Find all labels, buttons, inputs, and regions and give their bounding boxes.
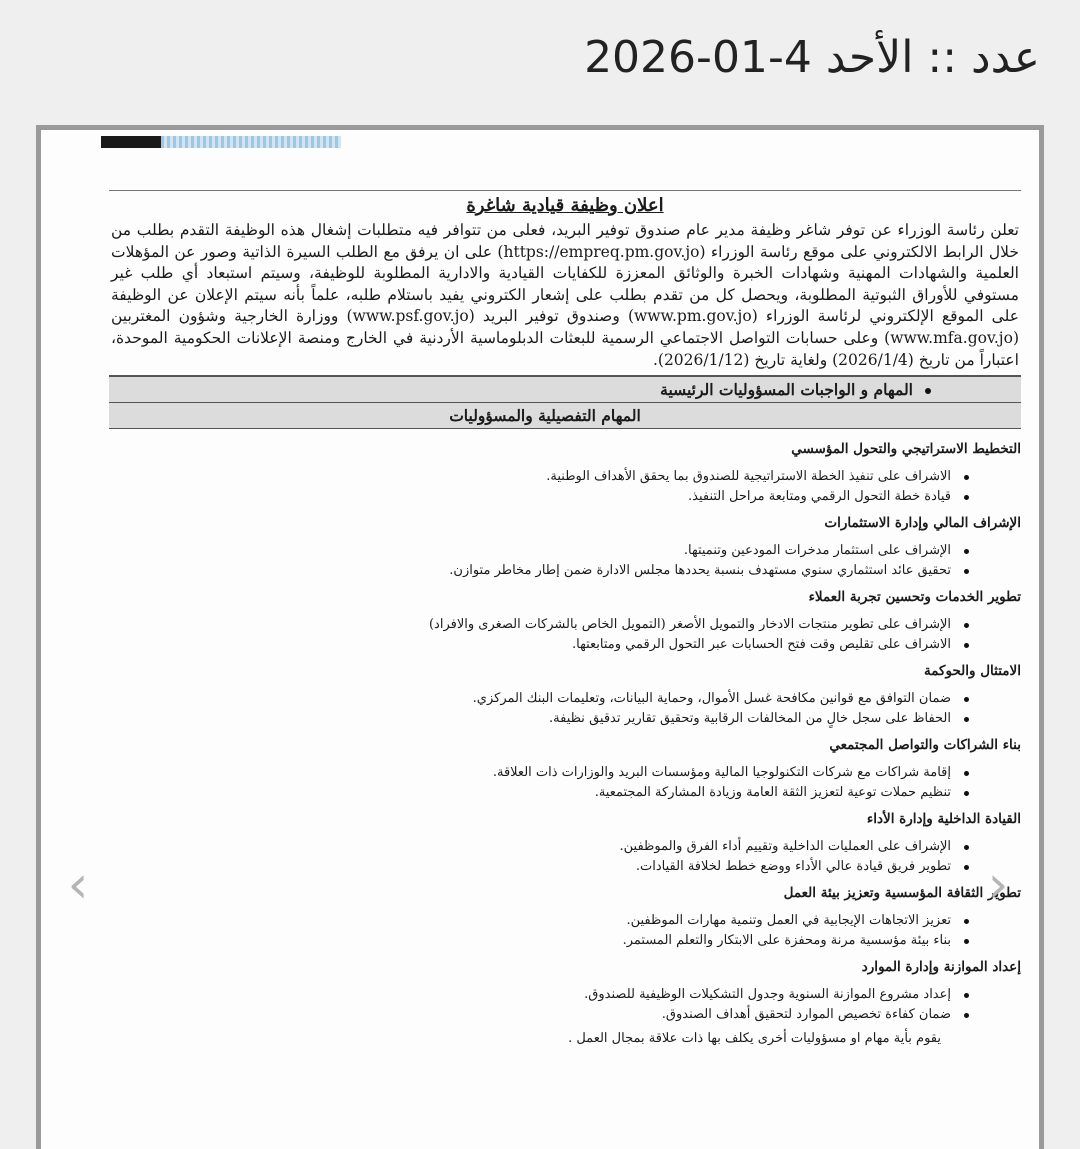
section-items bbox=[109, 985, 1021, 1025]
main-duties-heading: المهام و الواجبات المسؤوليات الرئيسية bbox=[109, 376, 1021, 403]
section-items bbox=[109, 837, 1021, 877]
duty-section bbox=[109, 441, 1021, 507]
list-item: تعزيز الاتجاهات الإيجابية في العمل وتنمية مهارات الموظفين. bbox=[109, 911, 951, 931]
duty-section bbox=[109, 515, 1021, 581]
section-heading: تطوير الثقافة المؤسسية وتعزيز بيئة العمل bbox=[783, 885, 1021, 902]
page-top-strip bbox=[161, 136, 341, 148]
section-items bbox=[109, 467, 1021, 507]
duty-section bbox=[109, 589, 1021, 655]
announcement-intro: تعلن رئاسة الوزراء عن توفر شاغر وظيفة مدير عام صندوق توفير البريد، فعلى من تتوافر فيه متطلبات إشغال هذه الوظيفة التقدم بطلب من خلال الرابط الالكتروني على موقع رئاسة الوزراء (https://empreq.pm.gov.jo) على ان يرفق مع الطلب السيرة الذاتية وصور عن المؤهلات العلمية والشهادات المهنية وشهادات الخبرة والوثائق المعززة للكفايات القيادية والادارية المطلوبة للوظيفة، وسيتم استبعاد أي طلب غير مستوفي للأوراق الثبوتية المطلوبة، ويحصل كل من تقدم بطلب على إشعار الكتروني يفيد باستلام طلبه، علماً بأنه سيتم الإعلان عن الوظيفة على الموقع الإلكتروني لرئاسة الوزراء (www.pm.gov.jo) وصندوق توفير البريد (www.psf.gov.jo) ووزارة الخارجية وشؤون المغتربين (www.mfa.gov.jo) وعلى حسابات التواصل الاجتماعي الرسمية للبعثات الدبلوماسية الأردنية في الخارج ومنصة الإعلانات الحكومية الموحدة، اعتباراً من تاريخ (2026/1/4) ولغاية تاريخ (2026/1/12). bbox=[109, 220, 1021, 376]
announcement-title: اعلان وظيفة قيادية شاغرة bbox=[109, 190, 1021, 220]
detailed-duties-heading: المهام التفصيلية والمسؤوليات bbox=[109, 403, 1021, 429]
section-heading: إعداد الموازنة وإدارة الموارد bbox=[861, 959, 1021, 976]
section-heading: القيادة الداخلية وإدارة الأداء bbox=[866, 811, 1021, 828]
closing-note: يقوم بأية مهام او مسؤوليات أخرى يكلف بها ذات علاقة بمجال العمل . bbox=[568, 1031, 941, 1047]
section-items bbox=[109, 615, 1021, 655]
prev-page-arrow-icon[interactable]: ‹ bbox=[67, 855, 89, 915]
section-heading: الامتثال والحوكمة bbox=[924, 663, 1021, 680]
list-item: إعداد مشروع الموازنة السنوية وجدول التشكيلات الوظيفية للصندوق. bbox=[109, 985, 951, 1005]
list-item: الإشراف على العمليات الداخلية وتقييم أداء الفرق والموظفين. bbox=[109, 837, 951, 857]
list-item: الحفاظ على سجل خالٍ من المخالفات الرقابية وتحقيق تقارير تدقيق نظيفة. bbox=[109, 709, 951, 729]
section-items bbox=[109, 689, 1021, 729]
section-items bbox=[109, 541, 1021, 581]
section-heading: التخطيط الاستراتيجي والتحول المؤسسي bbox=[791, 441, 1021, 458]
list-item: ضمان التوافق مع قوانين مكافحة غسل الأموال، وحماية البيانات، وتعليمات البنك المركزي. bbox=[109, 689, 951, 709]
list-item: قيادة خطة التحول الرقمي ومتابعة مراحل التنفيذ. bbox=[109, 487, 951, 507]
issue-date-label: عدد :: الأحد 4-01-2026 bbox=[584, 32, 1040, 83]
section-heading: تطوير الخدمات وتحسين تجربة العملاء bbox=[808, 589, 1021, 606]
bullet-icon bbox=[925, 388, 931, 394]
newspaper-page bbox=[41, 130, 1039, 1149]
list-item: تحقيق عائد استثماري سنوي مستهدف بنسبة يحددها مجلس الادارة ضمن إطار مخاطر متوازن. bbox=[109, 561, 951, 581]
next-page-arrow-icon[interactable]: › bbox=[987, 855, 1009, 915]
list-item: الإشراف على تطوير منتجات الادخار والتمويل الأصغر (التمويل الخاص بالشركات الصغرى والافراد) bbox=[109, 615, 951, 635]
list-item: الإشراف على استثمار مدخرات المودعين وتنميتها. bbox=[109, 541, 951, 561]
duty-section bbox=[109, 737, 1021, 803]
list-item: ضمان كفاءة تخصيص الموارد لتحقيق أهداف الصندوق. bbox=[109, 1005, 951, 1025]
page-top-bar bbox=[101, 136, 161, 148]
section-items bbox=[109, 911, 1021, 951]
section-heading: الإشراف المالي وإدارة الاستثمارات bbox=[824, 515, 1021, 532]
list-item: بناء بيئة مؤسسية مرنة ومحفزة على الابتكار والتعلم المستمر. bbox=[109, 931, 951, 951]
list-item: الاشراف على تنفيذ الخطة الاستراتيجية للصندوق بما يحقق الأهداف الوطنية. bbox=[109, 467, 951, 487]
page-header bbox=[0, 0, 1080, 120]
duties-sections bbox=[109, 429, 1021, 1025]
list-item: الاشراف على تقليص وقت فتح الحسابات عبر التحول الرقمي ومتابعتها. bbox=[109, 635, 951, 655]
section-heading: بناء الشراكات والتواصل المجتمعي bbox=[829, 737, 1021, 754]
document-viewer[interactable] bbox=[36, 125, 1044, 1149]
duty-section bbox=[109, 959, 1021, 1025]
duty-section bbox=[109, 663, 1021, 729]
list-item: تنظيم حملات توعية لتعزيز الثقة العامة وزيادة المشاركة المجتمعية. bbox=[109, 783, 951, 803]
section-items bbox=[109, 763, 1021, 803]
list-item: إقامة شراكات مع شركات التكنولوجيا المالية ومؤسسات البريد والوزارات ذات العلاقة. bbox=[109, 763, 951, 783]
list-item: تطوير فريق قيادة عالي الأداء ووضع خطط لخلافة القيادات. bbox=[109, 857, 951, 877]
job-announcement bbox=[109, 190, 1021, 1046]
duty-section bbox=[109, 811, 1021, 877]
duty-section bbox=[109, 885, 1021, 951]
